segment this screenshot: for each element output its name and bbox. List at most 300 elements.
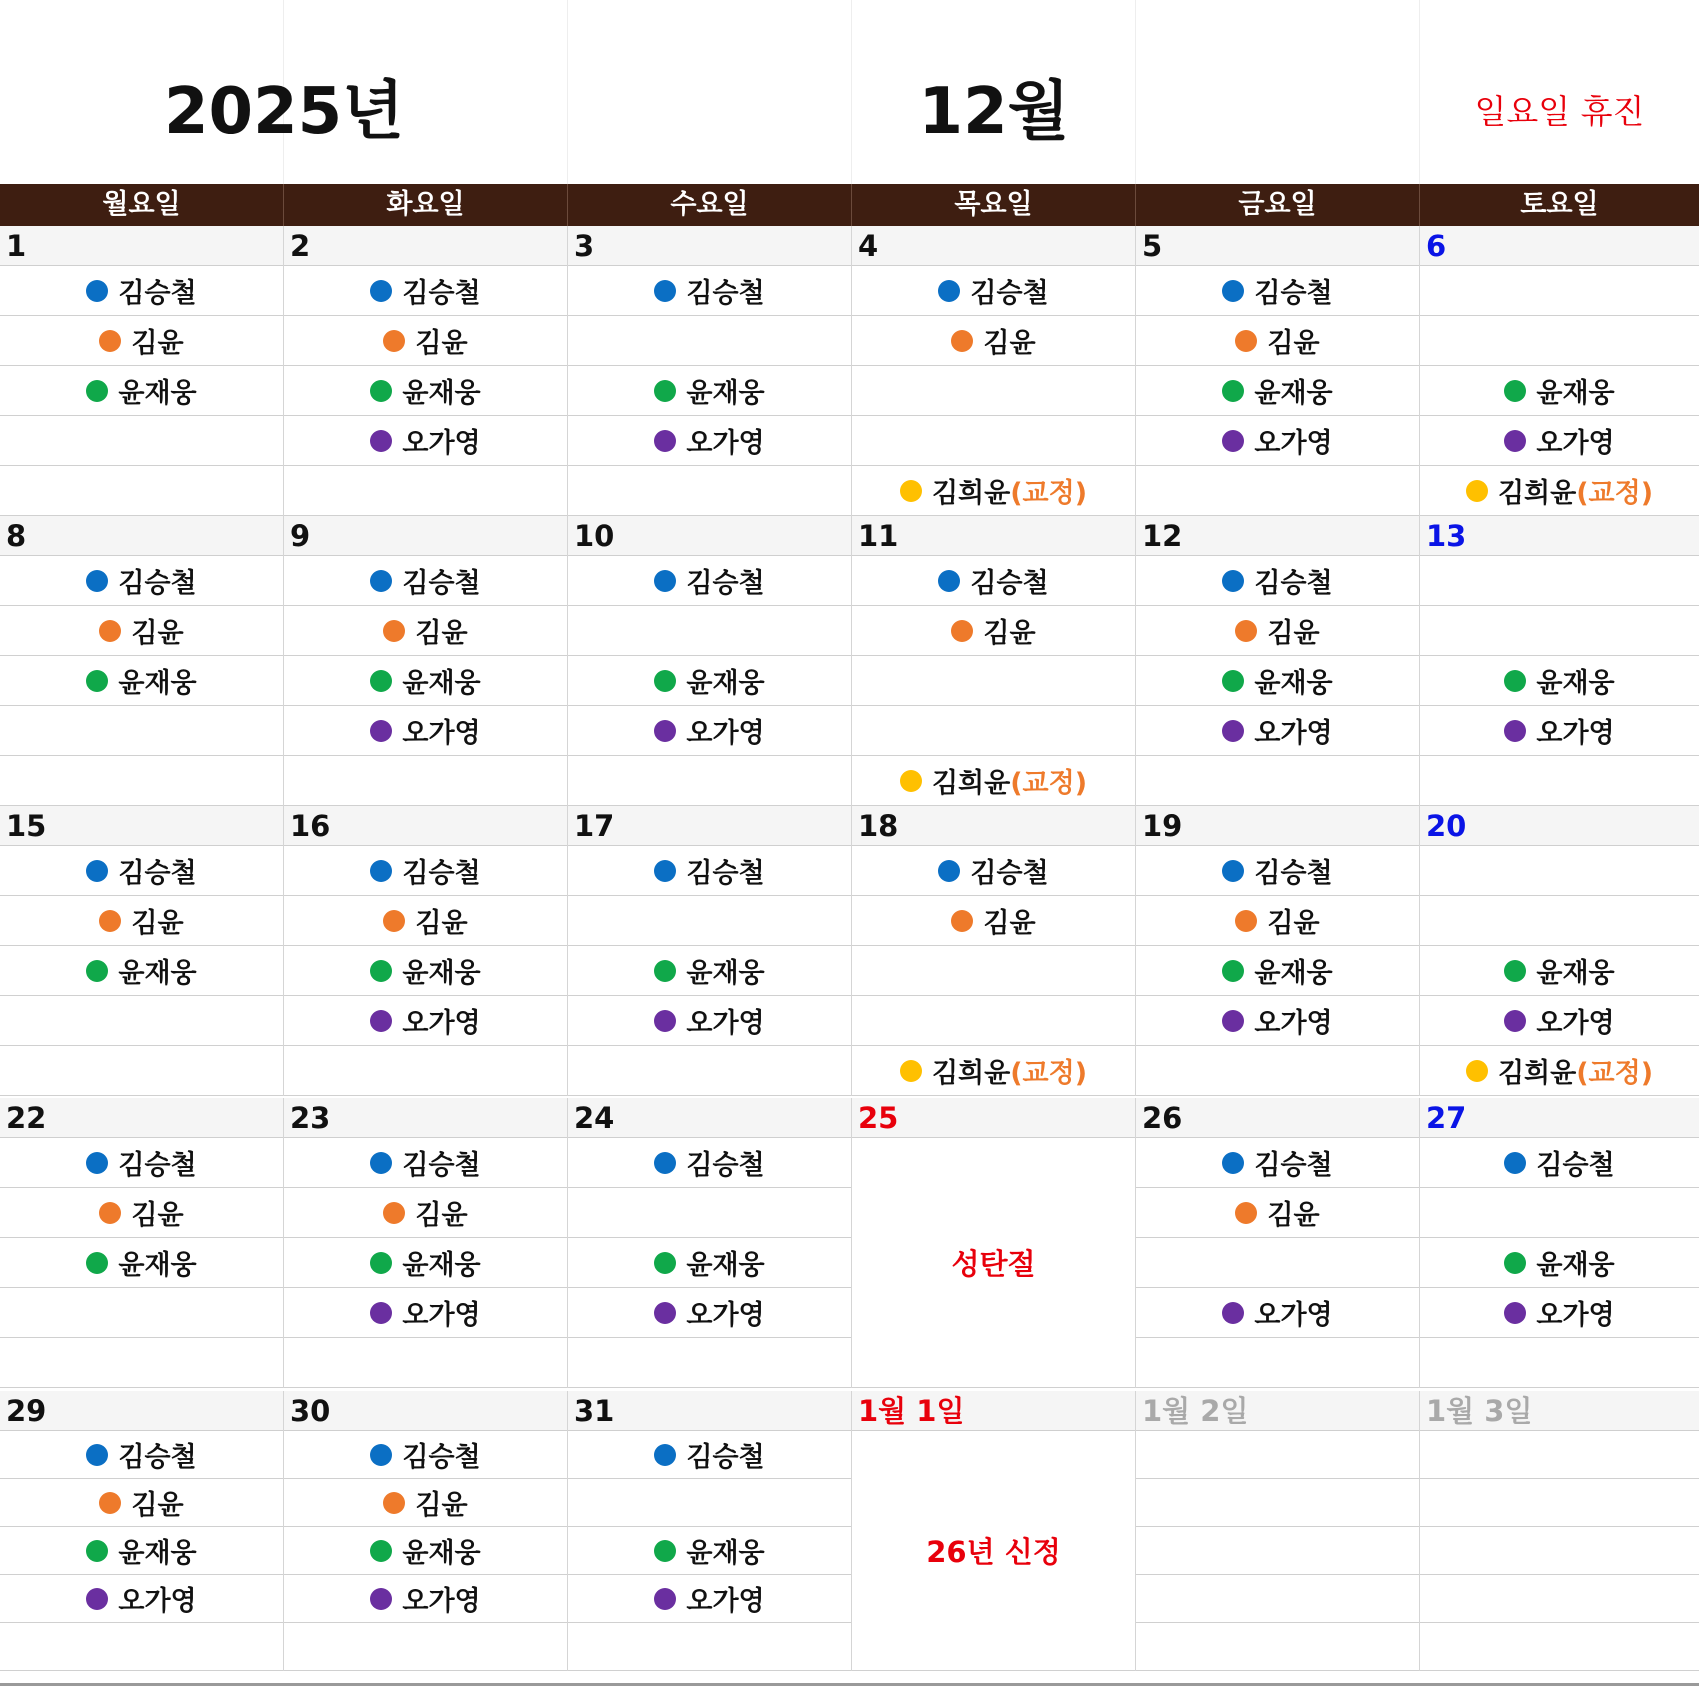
schedule-slot xyxy=(1136,706,1419,756)
schedule-slot xyxy=(568,1623,851,1671)
staff-name: 오가영 xyxy=(686,718,765,749)
staff-name: 오가영 xyxy=(1254,1300,1333,1331)
schedule-slot xyxy=(568,1338,851,1388)
staff-name: 김승철 xyxy=(1254,278,1333,309)
schedule-slot xyxy=(1136,1338,1419,1388)
day-cell[interactable] xyxy=(568,806,852,1096)
staff-color-dot-icon xyxy=(951,910,973,932)
staff-name: 김승철 xyxy=(1254,858,1333,889)
day-number: 13 xyxy=(1420,516,1699,556)
schedule-slot xyxy=(1136,1138,1419,1188)
staff-name: 윤재웅 xyxy=(1254,958,1333,989)
day-cell[interactable] xyxy=(568,516,852,806)
staff-name: 김윤 xyxy=(131,328,184,359)
day-cell[interactable] xyxy=(852,1391,1136,1671)
staff-color-dot-icon xyxy=(86,1444,108,1466)
schedule-slot xyxy=(284,466,567,516)
staff-name: 윤재웅 xyxy=(402,1250,481,1281)
staff-name: 윤재웅 xyxy=(118,668,197,699)
staff-name: 김승철 xyxy=(686,278,765,309)
staff-color-dot-icon xyxy=(86,570,108,592)
schedule-slot xyxy=(1420,896,1699,946)
staff-name: 윤재웅 xyxy=(1536,958,1615,989)
schedule-slot xyxy=(1136,556,1419,606)
day-cell[interactable] xyxy=(0,516,284,806)
day-number: 8 xyxy=(0,516,283,556)
day-cell[interactable] xyxy=(1136,1391,1420,1671)
day-cell[interactable] xyxy=(1420,806,1699,1096)
staff-name: 오가영 xyxy=(402,1586,481,1617)
day-cell[interactable] xyxy=(0,806,284,1096)
staff-color-dot-icon xyxy=(938,280,960,302)
day-cell[interactable] xyxy=(1420,516,1699,806)
schedule-slot xyxy=(568,996,851,1046)
staff-name: 김희윤 xyxy=(931,1058,1011,1089)
schedule-slot xyxy=(0,946,283,996)
staff-color-dot-icon xyxy=(99,330,121,352)
staff-name: 김승철 xyxy=(118,858,197,889)
schedule-slot xyxy=(1420,846,1699,896)
schedule-slot xyxy=(0,996,283,1046)
day-cell[interactable] xyxy=(1136,226,1420,516)
day-number: 19 xyxy=(1136,806,1419,846)
schedule-slot xyxy=(1420,1575,1699,1623)
holiday-label: 성탄절 xyxy=(852,1138,1135,1388)
schedule-slot xyxy=(568,1188,851,1238)
staff-color-dot-icon xyxy=(370,1540,392,1562)
staff-name: 윤재웅 xyxy=(686,1250,765,1281)
day-number: 1월 3일 xyxy=(1420,1391,1699,1431)
staff-name: 김윤 xyxy=(415,618,468,649)
day-number: 26 xyxy=(1136,1098,1419,1138)
schedule-slot xyxy=(1420,316,1699,366)
staff-color-dot-icon xyxy=(654,1152,676,1174)
staff-color-dot-icon xyxy=(370,1010,392,1032)
staff-name: 김윤 xyxy=(983,618,1036,649)
staff-color-dot-icon xyxy=(370,1302,392,1324)
staff-name: 김승철 xyxy=(118,1442,197,1473)
staff-color-dot-icon xyxy=(383,1202,405,1224)
schedule-slot xyxy=(852,896,1135,946)
schedule-slot xyxy=(568,1238,851,1288)
staff-color-dot-icon xyxy=(370,1588,392,1610)
day-cell[interactable] xyxy=(284,1391,568,1671)
staff-role-suffix: (교정) xyxy=(1010,478,1088,509)
schedule-slot xyxy=(1420,996,1699,1046)
staff-name: 윤재웅 xyxy=(686,668,765,699)
year-title: 2025년 xyxy=(164,75,404,149)
day-number: 24 xyxy=(568,1098,851,1138)
schedule-slot xyxy=(1420,1188,1699,1238)
staff-name: 김윤 xyxy=(131,1200,184,1231)
staff-name: 김윤 xyxy=(415,1200,468,1231)
staff-color-dot-icon xyxy=(86,1252,108,1274)
staff-color-dot-icon xyxy=(370,570,392,592)
staff-name: 김승철 xyxy=(686,1150,765,1181)
schedule-slot xyxy=(1136,656,1419,706)
schedule-slot xyxy=(284,996,567,1046)
staff-color-dot-icon xyxy=(1235,620,1257,642)
day-cell[interactable] xyxy=(1136,516,1420,806)
schedule-slot xyxy=(852,996,1135,1046)
holiday-label: 26년 신정 xyxy=(852,1431,1135,1671)
day-number: 3 xyxy=(568,226,851,266)
schedule-slot xyxy=(852,946,1135,996)
schedule-slot xyxy=(852,606,1135,656)
staff-color-dot-icon xyxy=(1504,1010,1526,1032)
schedule-slot xyxy=(1420,946,1699,996)
schedule-slot xyxy=(0,1479,283,1527)
schedule-slot xyxy=(0,316,283,366)
day-number: 27 xyxy=(1420,1098,1699,1138)
schedule-slot xyxy=(0,606,283,656)
day-number: 29 xyxy=(0,1391,283,1431)
schedule-slot xyxy=(568,1138,851,1188)
schedule-slot xyxy=(1136,846,1419,896)
staff-color-dot-icon xyxy=(654,1252,676,1274)
day-cell[interactable] xyxy=(284,1098,568,1388)
staff-name: 김승철 xyxy=(402,1150,481,1181)
staff-color-dot-icon xyxy=(900,480,922,502)
day-number: 10 xyxy=(568,516,851,556)
schedule-slot xyxy=(284,1288,567,1338)
weekday-sat: 토요일 xyxy=(1520,189,1599,220)
schedule-slot xyxy=(284,416,567,466)
staff-color-dot-icon xyxy=(654,1010,676,1032)
staff-name: 윤재웅 xyxy=(402,668,481,699)
staff-color-dot-icon xyxy=(86,380,108,402)
schedule-slot xyxy=(0,1288,283,1338)
day-cell[interactable] xyxy=(852,516,1136,806)
schedule-slot xyxy=(1136,1479,1419,1527)
schedule-slot xyxy=(0,1623,283,1671)
staff-color-dot-icon xyxy=(383,620,405,642)
day-cell[interactable] xyxy=(284,516,568,806)
schedule-slot xyxy=(568,846,851,896)
day-number: 1월 2일 xyxy=(1136,1391,1419,1431)
schedule-slot xyxy=(284,556,567,606)
staff-name: 윤재웅 xyxy=(686,958,765,989)
day-number: 15 xyxy=(0,806,283,846)
staff-color-dot-icon xyxy=(938,860,960,882)
schedule-slot xyxy=(284,1479,567,1527)
day-cell[interactable] xyxy=(0,1098,284,1388)
schedule-slot xyxy=(568,1431,851,1479)
schedule-slot xyxy=(852,556,1135,606)
day-cell[interactable] xyxy=(852,226,1136,516)
schedule-slot xyxy=(1420,1046,1699,1096)
staff-name: 윤재웅 xyxy=(118,1250,197,1281)
schedule-slot xyxy=(1420,1479,1699,1527)
schedule-slot xyxy=(568,1046,851,1096)
staff-role-suffix: (교정) xyxy=(1576,478,1654,509)
schedule-slot xyxy=(852,366,1135,416)
staff-color-dot-icon xyxy=(370,380,392,402)
staff-name: 윤재웅 xyxy=(686,1538,765,1569)
schedule-slot xyxy=(0,1338,283,1388)
staff-name: 김승철 xyxy=(402,1442,481,1473)
schedule-slot xyxy=(284,1188,567,1238)
staff-color-dot-icon xyxy=(370,670,392,692)
schedule-slot xyxy=(1136,1188,1419,1238)
staff-name: 김승철 xyxy=(1536,1150,1615,1181)
staff-name: 김윤 xyxy=(415,908,468,939)
schedule-slot xyxy=(1136,1575,1419,1623)
staff-name: 오가영 xyxy=(1536,1008,1615,1039)
day-number: 5 xyxy=(1136,226,1419,266)
schedule-slot xyxy=(852,416,1135,466)
schedule-slot xyxy=(284,1431,567,1479)
staff-color-dot-icon xyxy=(99,1492,121,1514)
schedule-slot xyxy=(1136,316,1419,366)
staff-name: 김승철 xyxy=(686,1442,765,1473)
schedule-slot xyxy=(1420,1288,1699,1338)
day-cell[interactable] xyxy=(852,806,1136,1096)
staff-name: 오가영 xyxy=(686,1586,765,1617)
schedule-slot xyxy=(1420,656,1699,706)
schedule-slot xyxy=(284,366,567,416)
staff-name: 김희윤 xyxy=(1497,478,1577,509)
staff-name: 김윤 xyxy=(415,328,468,359)
staff-name: 김승철 xyxy=(970,278,1049,309)
day-number: 9 xyxy=(284,516,567,556)
staff-color-dot-icon xyxy=(1504,1302,1526,1324)
schedule-slot xyxy=(1420,756,1699,806)
staff-name: 김윤 xyxy=(1267,908,1320,939)
day-cell[interactable] xyxy=(852,1098,1136,1388)
staff-color-dot-icon xyxy=(654,380,676,402)
schedule-slot xyxy=(284,606,567,656)
staff-color-dot-icon xyxy=(951,620,973,642)
day-cell[interactable] xyxy=(1136,1098,1420,1388)
schedule-slot xyxy=(284,1527,567,1575)
staff-color-dot-icon xyxy=(1504,430,1526,452)
schedule-slot xyxy=(0,706,283,756)
staff-name: 윤재웅 xyxy=(686,378,765,409)
day-number: 12 xyxy=(1136,516,1419,556)
schedule-slot xyxy=(852,756,1135,806)
schedule-slot xyxy=(1136,416,1419,466)
day-number: 17 xyxy=(568,806,851,846)
staff-name: 윤재웅 xyxy=(402,378,481,409)
staff-color-dot-icon xyxy=(99,1202,121,1224)
schedule-slot xyxy=(1136,946,1419,996)
month-title: 12월 xyxy=(918,75,1070,149)
day-cell[interactable] xyxy=(1420,226,1699,516)
staff-name: 김승철 xyxy=(402,858,481,889)
staff-name: 윤재웅 xyxy=(402,1538,481,1569)
staff-name: 김윤 xyxy=(131,908,184,939)
schedule-slot xyxy=(1136,1431,1419,1479)
schedule-slot xyxy=(1420,1431,1699,1479)
schedule-slot xyxy=(1136,896,1419,946)
schedule-slot xyxy=(568,416,851,466)
day-cell[interactable] xyxy=(0,226,284,516)
day-cell[interactable] xyxy=(284,806,568,1096)
schedule-slot xyxy=(1136,1527,1419,1575)
weekday-header-row xyxy=(0,184,1699,226)
schedule-slot xyxy=(1420,556,1699,606)
schedule-slot xyxy=(0,556,283,606)
staff-name: 김윤 xyxy=(1267,328,1320,359)
staff-color-dot-icon xyxy=(86,1540,108,1562)
schedule-slot xyxy=(284,266,567,316)
staff-name: 윤재웅 xyxy=(118,958,197,989)
schedule-slot xyxy=(1136,606,1419,656)
day-number: 31 xyxy=(568,1391,851,1431)
staff-name: 김승철 xyxy=(1254,568,1333,599)
staff-name: 오가영 xyxy=(1536,718,1615,749)
staff-name: 김승철 xyxy=(118,278,197,309)
staff-name: 김승철 xyxy=(970,858,1049,889)
staff-color-dot-icon xyxy=(1222,430,1244,452)
staff-name: 김승철 xyxy=(118,568,197,599)
schedule-slot xyxy=(568,366,851,416)
schedule-slot xyxy=(568,1527,851,1575)
staff-name: 오가영 xyxy=(686,428,765,459)
schedule-slot xyxy=(1136,1623,1419,1671)
day-number: 2 xyxy=(284,226,567,266)
weekday-mon: 월요일 xyxy=(0,184,284,226)
weekday-tue: 화요일 xyxy=(284,184,568,226)
staff-color-dot-icon xyxy=(1222,1302,1244,1324)
staff-name: 오가영 xyxy=(118,1586,197,1617)
staff-color-dot-icon xyxy=(383,910,405,932)
staff-color-dot-icon xyxy=(1222,860,1244,882)
schedule-slot xyxy=(568,656,851,706)
staff-name: 김희윤 xyxy=(931,478,1011,509)
staff-color-dot-icon xyxy=(1222,1010,1244,1032)
staff-color-dot-icon xyxy=(1235,1202,1257,1224)
schedule-slot xyxy=(0,1238,283,1288)
day-cell[interactable] xyxy=(568,226,852,516)
staff-name: 오가영 xyxy=(686,1008,765,1039)
staff-name: 김윤 xyxy=(1267,618,1320,649)
schedule-slot xyxy=(0,1527,283,1575)
schedule-slot xyxy=(1136,996,1419,1046)
day-number: 22 xyxy=(0,1098,283,1138)
schedule-slot xyxy=(852,1046,1135,1096)
schedule-slot xyxy=(0,846,283,896)
schedule-slot xyxy=(568,266,851,316)
staff-color-dot-icon xyxy=(1466,1060,1488,1082)
schedule-slot xyxy=(284,656,567,706)
staff-color-dot-icon xyxy=(370,1444,392,1466)
staff-color-dot-icon xyxy=(654,1540,676,1562)
day-cell[interactable] xyxy=(568,1391,852,1671)
day-cell[interactable] xyxy=(1420,1098,1699,1388)
schedule-slot xyxy=(852,656,1135,706)
staff-color-dot-icon xyxy=(86,860,108,882)
staff-name: 김윤 xyxy=(983,908,1036,939)
staff-name: 윤재웅 xyxy=(1536,668,1615,699)
staff-color-dot-icon xyxy=(86,280,108,302)
schedule-slot xyxy=(0,416,283,466)
day-number: 23 xyxy=(284,1098,567,1138)
schedule-slot xyxy=(0,466,283,516)
staff-color-dot-icon xyxy=(383,330,405,352)
schedule-slot xyxy=(852,846,1135,896)
staff-color-dot-icon xyxy=(1222,570,1244,592)
staff-role-suffix: (교정) xyxy=(1576,1058,1654,1089)
schedule-slot xyxy=(284,706,567,756)
staff-color-dot-icon xyxy=(654,860,676,882)
weekday-wed: 수요일 xyxy=(568,184,852,226)
staff-name: 김승철 xyxy=(970,568,1049,599)
schedule-slot xyxy=(284,1623,567,1671)
schedule-slot xyxy=(284,946,567,996)
staff-color-dot-icon xyxy=(99,910,121,932)
schedule-slot xyxy=(1136,1238,1419,1288)
staff-name: 오가영 xyxy=(1536,1300,1615,1331)
staff-name: 김윤 xyxy=(131,1490,184,1521)
day-cell[interactable] xyxy=(284,226,568,516)
staff-color-dot-icon xyxy=(1466,480,1488,502)
day-cell[interactable] xyxy=(0,1391,284,1671)
day-cell[interactable] xyxy=(568,1098,852,1388)
staff-name: 윤재웅 xyxy=(1536,1250,1615,1281)
staff-color-dot-icon xyxy=(370,1252,392,1274)
schedule-slot xyxy=(284,1238,567,1288)
schedule-slot xyxy=(284,1338,567,1388)
staff-color-dot-icon xyxy=(86,960,108,982)
staff-color-dot-icon xyxy=(1504,1152,1526,1174)
schedule-slot xyxy=(568,1288,851,1338)
staff-color-dot-icon xyxy=(654,280,676,302)
staff-name: 김윤 xyxy=(1267,1200,1320,1231)
schedule-slot xyxy=(0,1138,283,1188)
staff-name: 김윤 xyxy=(415,1490,468,1521)
staff-color-dot-icon xyxy=(370,1152,392,1174)
staff-name: 오가영 xyxy=(402,428,481,459)
staff-color-dot-icon xyxy=(370,960,392,982)
staff-name: 김승철 xyxy=(118,1150,197,1181)
schedule-slot xyxy=(1420,1623,1699,1671)
schedule-slot xyxy=(568,756,851,806)
schedule-slot xyxy=(568,706,851,756)
schedule-slot xyxy=(0,1575,283,1623)
day-cell[interactable] xyxy=(1136,806,1420,1096)
schedule-slot xyxy=(284,896,567,946)
sunday-closed-note: 일요일 휴진 xyxy=(1474,92,1645,131)
day-number: 30 xyxy=(284,1391,567,1431)
day-number: 16 xyxy=(284,806,567,846)
staff-name: 오가영 xyxy=(1254,428,1333,459)
staff-name: 김승철 xyxy=(1254,1150,1333,1181)
staff-name: 오가영 xyxy=(1254,718,1333,749)
schedule-slot xyxy=(284,316,567,366)
day-cell[interactable] xyxy=(1420,1391,1699,1671)
staff-color-dot-icon xyxy=(1504,720,1526,742)
schedule-slot xyxy=(568,946,851,996)
schedule-slot xyxy=(0,266,283,316)
day-number: 1월 1일 xyxy=(852,1391,1135,1431)
day-number: 4 xyxy=(852,226,1135,266)
staff-color-dot-icon xyxy=(1222,1152,1244,1174)
day-number: 6 xyxy=(1420,226,1699,266)
schedule-slot xyxy=(1420,1238,1699,1288)
schedule-slot xyxy=(568,606,851,656)
staff-color-dot-icon xyxy=(900,770,922,792)
staff-color-dot-icon xyxy=(1222,280,1244,302)
staff-name: 오가영 xyxy=(402,1300,481,1331)
schedule-slot xyxy=(852,316,1135,366)
schedule-slot xyxy=(1420,1527,1699,1575)
staff-name: 김승철 xyxy=(402,278,481,309)
schedule-slot xyxy=(852,266,1135,316)
staff-color-dot-icon xyxy=(654,430,676,452)
staff-color-dot-icon xyxy=(99,620,121,642)
